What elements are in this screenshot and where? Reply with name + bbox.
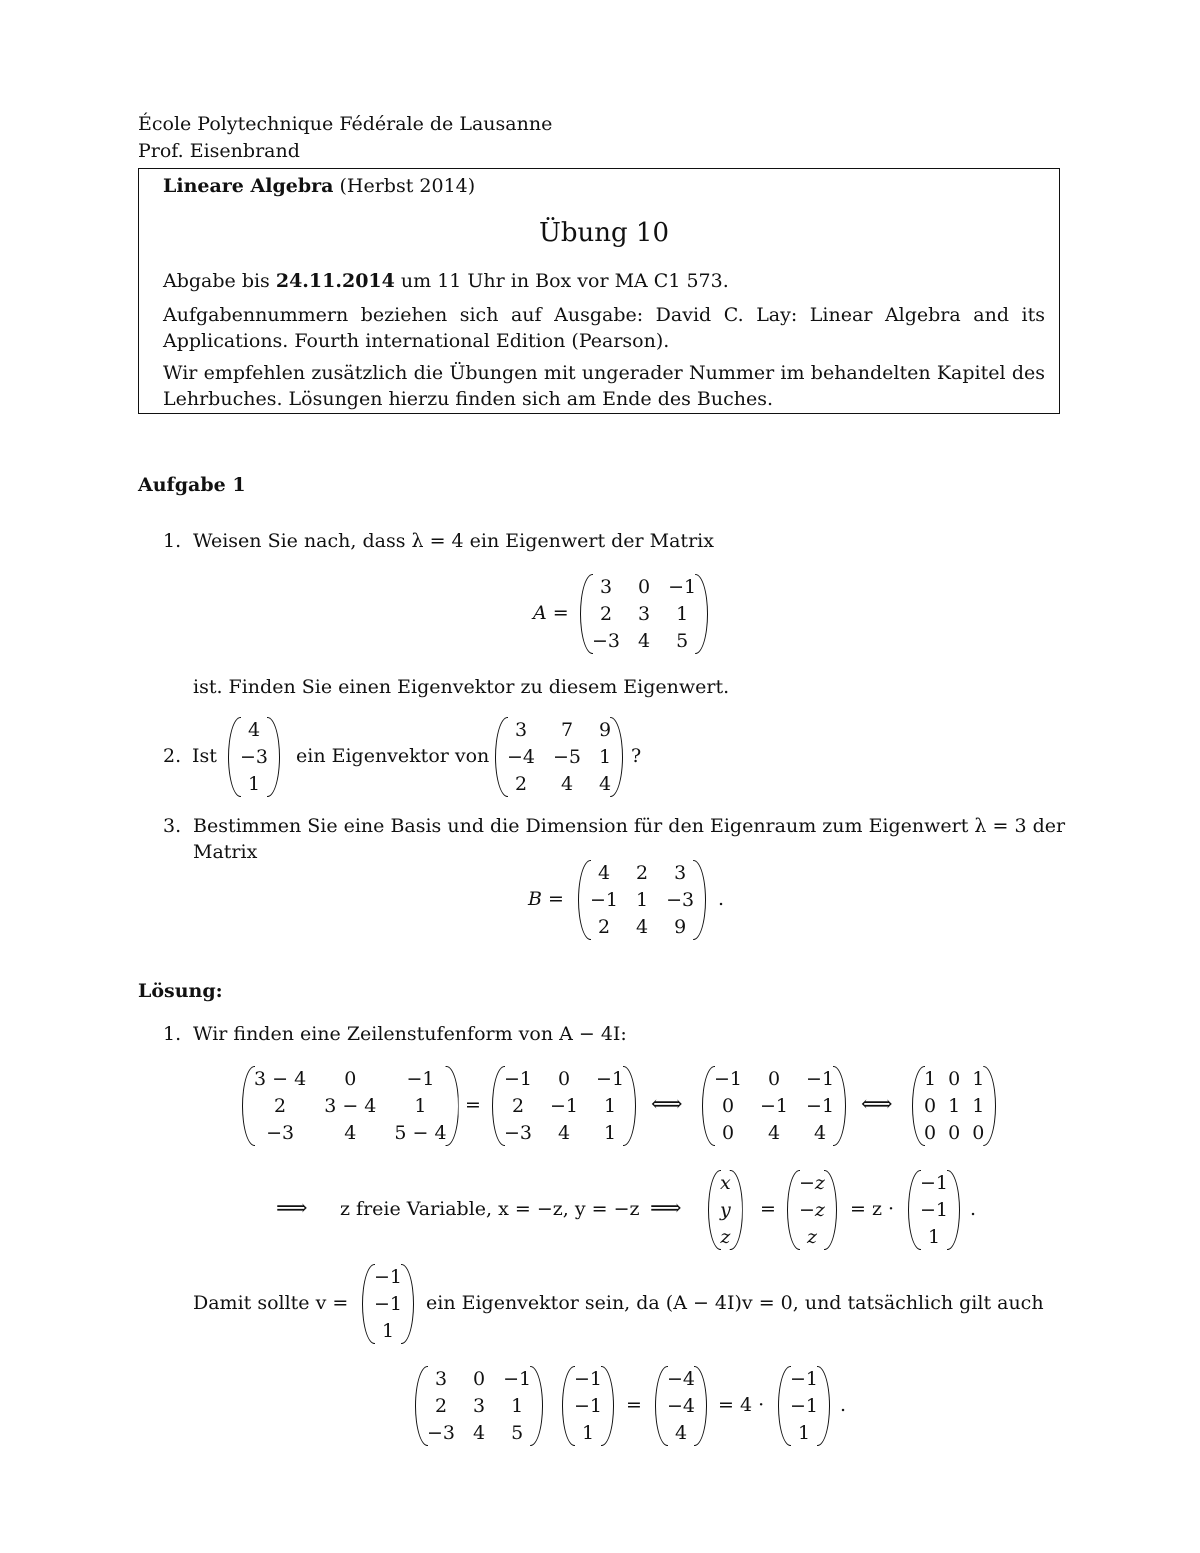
vector-cell: −1 — [374, 1292, 403, 1315]
matrix-cell: 4 — [636, 915, 649, 938]
vector-cell: −3 — [240, 745, 269, 768]
left-paren — [413, 1366, 427, 1446]
matrix-cell: 9 — [599, 718, 612, 741]
vector-cell: 4 — [674, 1421, 688, 1444]
deadline-date: 24.11.2014 — [275, 270, 395, 292]
vector-cell: 1 — [247, 772, 261, 795]
vector-cell: −1 — [374, 1265, 403, 1288]
matrix-cell: 3 — [514, 718, 528, 741]
right-paren — [825, 1170, 839, 1250]
matrix-cell: −1 — [503, 1367, 532, 1390]
vector-cell: −1 — [920, 1198, 949, 1221]
matrix-cell: −3 — [666, 888, 695, 911]
matrix-cell: 1 — [676, 602, 689, 625]
vector-cells — [574, 1366, 602, 1446]
institution: École Polytechnique Fédérale de Lausanne — [138, 113, 553, 135]
scalar-four: = 4 · — [718, 1394, 765, 1416]
matrix-cell: 1 — [603, 1121, 617, 1144]
left-paren — [785, 1170, 799, 1250]
course-name: Lineare Algebra — [163, 175, 334, 197]
matrix-cell: 1 — [511, 1394, 524, 1417]
matrix-step-3 — [700, 1066, 848, 1146]
vector-cell: −1 — [790, 1394, 819, 1417]
vector-cells — [240, 717, 268, 797]
equivalence-arrow: ⟺ — [861, 1092, 893, 1117]
left-paren — [578, 574, 592, 654]
matrix-cells — [714, 1066, 834, 1146]
right-paren — [818, 1366, 832, 1446]
period: . — [970, 1198, 977, 1220]
matrix-cell: 2 — [597, 915, 611, 938]
scalar-z: = z · — [850, 1198, 895, 1220]
matrix-cell: 3 — [434, 1367, 448, 1390]
matrix-cells — [507, 717, 611, 797]
left-paren — [776, 1366, 790, 1446]
right-paren — [696, 574, 710, 654]
vector-cell: 1 — [381, 1319, 395, 1342]
eigenvector-v — [360, 1264, 416, 1344]
equals-sign: = — [626, 1394, 642, 1416]
matrix-cell: 1 — [972, 1094, 985, 1117]
check-vector-2 — [776, 1366, 832, 1446]
vector-cell: −4 — [667, 1394, 696, 1417]
damit-pre: Damit sollte v = — [193, 1292, 349, 1314]
matrix-cells — [924, 1066, 984, 1146]
item2-pre: Ist — [192, 745, 217, 767]
matrix-cell: 4 — [638, 629, 651, 652]
matrix-cell: −1 — [504, 1067, 533, 1090]
solution-heading: Lösung: — [138, 980, 223, 1002]
solution1-number: 1. — [163, 1023, 182, 1045]
matrix-cell: −1 — [668, 575, 697, 598]
matrix-cell: 4 — [557, 1121, 571, 1144]
vector-cell: 4 — [247, 718, 261, 741]
deadline-line — [163, 270, 729, 292]
right-paren — [268, 717, 282, 797]
matrix-a-label: A = — [533, 602, 569, 624]
matrix-cell: 2 — [636, 861, 649, 884]
course-term: (Herbst 2014) — [333, 175, 476, 197]
matrix-cell: 3 — [638, 602, 651, 625]
matrix-cell: −1 — [596, 1067, 625, 1090]
item2-number: 2. — [163, 745, 182, 767]
matrix-cell: 0 — [767, 1067, 781, 1090]
item3-number: 3. — [163, 815, 182, 837]
left-paren — [490, 1066, 504, 1146]
vector-neg-z — [785, 1170, 839, 1250]
equivalence-arrow: ⟺ — [651, 1092, 683, 1117]
vector-cell: 1 — [797, 1421, 811, 1444]
right-paren — [602, 1366, 616, 1446]
vector-cell: y — [720, 1198, 731, 1221]
item2-mid: ein Eigenvektor von — [296, 745, 490, 767]
result-vector — [653, 1366, 709, 1446]
left-paren — [360, 1264, 374, 1344]
left-paren — [576, 860, 590, 940]
matrix-cell: 2 — [434, 1394, 448, 1417]
matrix-cell: 7 — [560, 718, 574, 741]
vector-cell: z — [720, 1225, 731, 1248]
vector-xyz — [706, 1170, 745, 1250]
matrix-cell: 0 — [948, 1121, 961, 1144]
left-paren — [493, 717, 507, 797]
matrix-a-cells — [592, 574, 696, 654]
matrix-cell: 4 — [813, 1121, 827, 1144]
matrix-b-label: B = — [528, 888, 564, 910]
right-paren — [624, 1066, 638, 1146]
matrix-cell: −1 — [590, 888, 619, 911]
vector-cells — [799, 1170, 825, 1250]
left-paren — [653, 1366, 667, 1446]
book-note: Aufgabennummern beziehen sich auf Ausgabe: David C. Lay: Linear Algebra and its Applications. Fourth international Edition (Pearson). — [163, 304, 1045, 352]
item2-vector — [226, 717, 282, 797]
matrix-cell: 5 — [676, 629, 689, 652]
check-matrix-a — [413, 1366, 545, 1446]
matrix-cell: −1 — [406, 1067, 435, 1090]
matrix-cell: 4 — [767, 1121, 781, 1144]
vector-cell: −z — [799, 1198, 825, 1221]
matrix-step-4 — [910, 1066, 998, 1146]
matrix-cell: 0 — [721, 1094, 735, 1117]
vector-cells — [920, 1170, 948, 1250]
matrix-cell: 4 — [344, 1121, 357, 1144]
matrix-cell: 1 — [603, 1094, 617, 1117]
matrix-cell: 3 − 4 — [254, 1067, 307, 1090]
matrix-cell: −4 — [507, 745, 536, 768]
matrix-cell: 0 — [557, 1067, 571, 1090]
matrix-cell: 3 — [599, 575, 613, 598]
implies-arrow: ⟹ — [276, 1196, 308, 1221]
right-paren — [695, 1366, 709, 1446]
matrix-cell: 4 — [597, 861, 611, 884]
left-paren — [240, 1066, 254, 1146]
left-paren — [906, 1170, 920, 1250]
matrix-cell: 4 — [560, 772, 574, 795]
right-paren — [694, 860, 708, 940]
matrix-a-minus-4i — [240, 1066, 461, 1146]
item2-question-mark: ? — [631, 745, 642, 767]
left-paren — [226, 717, 240, 797]
right-paren — [531, 1366, 545, 1446]
right-paren — [834, 1066, 848, 1146]
matrix-cell: −1 — [550, 1094, 579, 1117]
matrix-cell: 3 — [473, 1394, 486, 1417]
matrix-b — [576, 860, 708, 940]
item3-period: . — [718, 888, 725, 910]
implies-arrow: ⟹ — [650, 1196, 682, 1221]
right-paren — [402, 1264, 416, 1344]
sheet-title: Übung 10 — [538, 218, 670, 248]
matrix-cell: 1 — [636, 888, 649, 911]
vector-cell: −1 — [574, 1394, 603, 1417]
matrix-cells — [427, 1366, 531, 1446]
left-paren — [700, 1066, 714, 1146]
matrix-cell: 1 — [599, 745, 612, 768]
item1-number: 1. — [163, 530, 182, 552]
item1-after: ist. Finden Sie einen Eigenvektor zu diesem Eigenwert. — [193, 676, 730, 698]
right-paren — [731, 1170, 745, 1250]
matrix-a — [578, 574, 710, 654]
vector-cell: −1 — [790, 1367, 819, 1390]
matrix-cell: 5 — [511, 1421, 524, 1444]
matrix-cell: 2 — [511, 1094, 525, 1117]
matrix-cell: 0 — [948, 1067, 961, 1090]
right-paren — [447, 1066, 461, 1146]
recommendation: Wir empfehlen zusätzlich die Übungen mit ungerader Nummer im behandelten Kapitel des Lehrbuches. Lösungen hierzu finden sich am Ende des Buches. — [163, 362, 1045, 410]
matrix-cell: 1 — [414, 1094, 427, 1117]
matrix-cell: −5 — [553, 745, 582, 768]
matrix-cell: 4 — [599, 772, 612, 795]
matrix-cell: 0 — [721, 1121, 735, 1144]
right-paren — [984, 1066, 998, 1146]
matrix-cell: 2 — [514, 772, 528, 795]
matrix-cell: −1 — [714, 1067, 743, 1090]
matrix-cell: −1 — [806, 1094, 835, 1117]
equals-sign: = — [760, 1198, 776, 1220]
item3-line1: Bestimmen Sie eine Basis und die Dimension für den Eigenraum zum Eigenwert λ = 3 der — [193, 815, 1066, 837]
matrix-cell: −3 — [266, 1121, 295, 1144]
vector-cells — [790, 1366, 818, 1446]
solution1-text: Wir finden eine Zeilenstufenform von A − 4I: — [193, 1023, 627, 1045]
deadline-post: um 11 Uhr in Box vor MA C1 573. — [394, 270, 729, 292]
vector-cell: −z — [799, 1171, 825, 1194]
period: . — [840, 1394, 847, 1416]
basis-vector — [906, 1170, 962, 1250]
vector-cell: 1 — [927, 1225, 941, 1248]
matrix-cell: 0 — [924, 1094, 937, 1117]
matrix-cell: 1 — [948, 1094, 961, 1117]
equals-sign: = — [465, 1094, 481, 1116]
matrix-cell: −1 — [806, 1067, 835, 1090]
item1-text: Weisen Sie nach, dass λ = 4 ein Eigenwert der Matrix — [193, 530, 714, 552]
matrix-cell: 1 — [972, 1067, 985, 1090]
matrix-cell: −3 — [427, 1421, 456, 1444]
matrix-cell: −3 — [592, 629, 621, 652]
left-paren — [706, 1170, 720, 1250]
matrix-cells — [254, 1066, 447, 1146]
exercise-heading: Aufgabe 1 — [138, 474, 246, 496]
item3-line2: Matrix — [193, 841, 258, 863]
matrix-cells — [504, 1066, 624, 1146]
matrix-cell: 4 — [473, 1421, 486, 1444]
vector-cell: 1 — [581, 1421, 595, 1444]
matrix-cell: 0 — [924, 1121, 937, 1144]
check-vector — [560, 1366, 616, 1446]
right-paren — [948, 1170, 962, 1250]
vector-cell: x — [720, 1171, 731, 1194]
matrix-cell: 3 — [674, 861, 687, 884]
matrix-cell: −3 — [504, 1121, 533, 1144]
deadline-pre: Abgabe bis — [163, 270, 276, 292]
vector-cells — [374, 1264, 402, 1344]
free-variable-text: z freie Variable, x = −z, y = −z — [340, 1198, 640, 1220]
left-paren — [910, 1066, 924, 1146]
matrix-step-2 — [490, 1066, 638, 1146]
matrix-cell: 2 — [274, 1094, 287, 1117]
vector-cell: z — [806, 1225, 817, 1248]
course-line — [163, 175, 475, 197]
matrix-cell: 1 — [924, 1067, 937, 1090]
matrix-b-cells — [590, 860, 694, 940]
vector-cell: −1 — [574, 1367, 603, 1390]
left-paren — [560, 1366, 574, 1446]
damit-post: ein Eigenvektor sein, da (A − 4I)v = 0, und tatsächlich gilt auch — [426, 1292, 1044, 1314]
matrix-cell: 0 — [344, 1067, 357, 1090]
matrix-cell: 9 — [674, 915, 687, 938]
right-paren — [611, 717, 625, 797]
matrix-cell: 0 — [638, 575, 651, 598]
matrix-cell: 3 − 4 — [324, 1094, 377, 1117]
item2-matrix — [493, 717, 625, 797]
matrix-cell: 0 — [972, 1121, 985, 1144]
matrix-cell: 2 — [599, 602, 613, 625]
vector-cells — [720, 1170, 731, 1250]
vector-cells — [667, 1366, 695, 1446]
professor: Prof. Eisenbrand — [138, 140, 300, 162]
matrix-cell: −1 — [760, 1094, 789, 1117]
vector-cell: −1 — [920, 1171, 949, 1194]
vector-cell: −4 — [667, 1367, 696, 1390]
matrix-cell: 5 − 4 — [394, 1121, 447, 1144]
matrix-cell: 0 — [473, 1367, 486, 1390]
